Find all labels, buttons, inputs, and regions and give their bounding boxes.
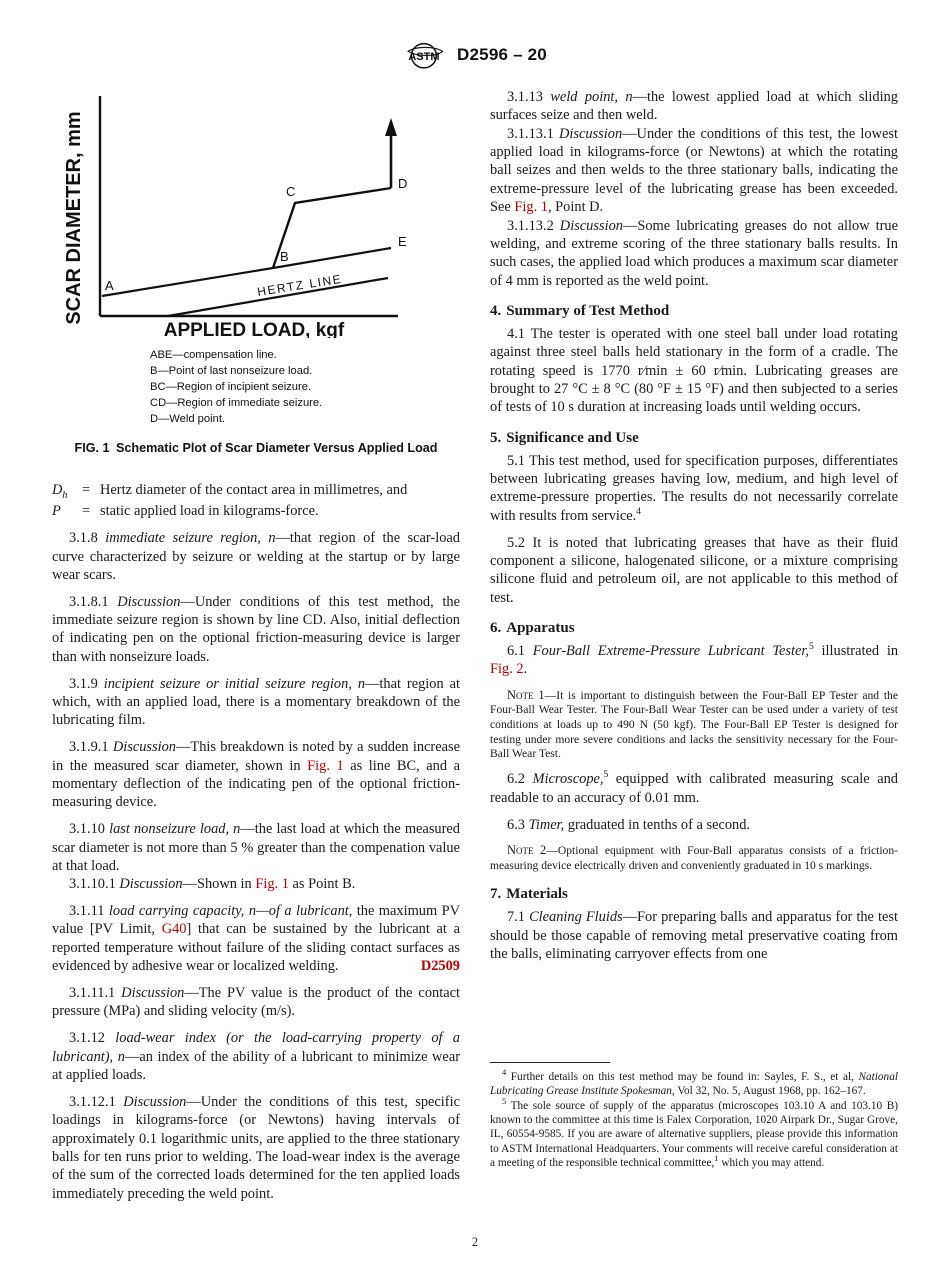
clause-body: —Under conditions of this test method, the immediate seizure region is shown by line CD. Also, initial deflection of indicating pen on the optional friction-measuring device is larger than with nonseizure loads. xyxy=(52,593,460,665)
clause-3-1-9-1 xyxy=(52,738,460,811)
clause-4-1 xyxy=(490,325,898,417)
margin-standard-reference[interactable]: D2509 xyxy=(420,958,460,975)
clause-body-part-a: —This breakdown is noted by a sudden increase in the measured scar diameter, shown in xyxy=(52,739,460,774)
clause-number: 3.1.13 xyxy=(507,89,543,105)
clause-term: Microscope, xyxy=(532,771,604,788)
hertz-line-label: HERTZ LINE xyxy=(256,271,344,299)
clause-number: 4.1 xyxy=(507,325,525,342)
clause-number: 3.1.11 xyxy=(69,903,105,920)
definition-equals: = xyxy=(82,503,91,520)
two-column-layout xyxy=(52,88,898,1203)
clause-term: last nonseizure load, n xyxy=(109,821,241,838)
clause-body: graduated in tenths of a second. xyxy=(564,816,751,833)
point-label-d: D xyxy=(398,176,408,191)
left-column xyxy=(52,88,460,1203)
footnote-marker[interactable]: 5 xyxy=(809,642,814,653)
clause-3-1-11-1 xyxy=(52,984,460,1021)
footnote-5 xyxy=(490,1095,898,1171)
point-label-b: B xyxy=(280,249,289,264)
clause-body: —The PV value is the product of the contact pressure (MPa) and sliding velocity (m/s). xyxy=(52,985,460,1020)
clause-number: 6.3 xyxy=(507,816,525,833)
legend-item: BC—Region of incipient seizure. xyxy=(150,380,312,393)
seizure-curve-bcd xyxy=(273,188,391,268)
clause-body: This test method, used for specification purposes, differentiates between lubricating greases having low, medium, and high level of extreme-pressure properties. The results do not necessarily correlate with results from service. xyxy=(490,452,898,524)
clause-6-2 xyxy=(490,770,898,807)
legend-item: CD—Region of immediate seizure. xyxy=(150,396,323,409)
weld-arrow-head xyxy=(385,118,397,136)
footnote-text-b: , Vol 32, No. 5, August 1968, pp. 162–167. xyxy=(671,1085,866,1098)
section-heading-6 xyxy=(490,620,898,637)
clause-body-part-a: —Shown in xyxy=(182,876,256,893)
note-label: Note 1 xyxy=(507,687,545,702)
clause-5-2 xyxy=(490,534,898,607)
clause-body-part-b: as Point B. xyxy=(288,876,356,893)
note-body: —It is important to distinguish between the Four-Ball EP Tester and the Four-Ball Wear Tester. The Four-Ball Wear Tester can be used under a variety of test conditions at loads up to 490 N (50 kgf). The Four-Ball EP Tester is designed for testing under more severe conditions and lacks the sensitivity necessary for the Four-Ball Wear Test. xyxy=(490,688,898,761)
definition-text: static applied load in kilograms-force. xyxy=(100,503,319,520)
clause-number: 6.2 xyxy=(507,771,525,788)
section-title: Apparatus xyxy=(506,620,575,637)
figure-1-caption xyxy=(52,441,460,455)
clause-term: Cleaning Fluids xyxy=(529,909,623,926)
figure-caption-text: Schematic Plot of Scar Diameter Versus Applied Load xyxy=(116,440,438,455)
document-designation: D2596 – 20 xyxy=(457,45,547,64)
clause-term: load-wear index (or the load-carrying property of a lubricant), n xyxy=(52,1030,460,1065)
section-title: Materials xyxy=(506,886,568,903)
legend-item: B—Point of last nonseizure load. xyxy=(150,364,313,377)
cross-reference-link[interactable]: Fig. 1 xyxy=(255,876,289,893)
clause-term: load carrying capacity, n—of a lubricant xyxy=(108,903,349,920)
compensation-line-abe xyxy=(102,248,391,296)
page-number: 2 xyxy=(471,1235,479,1249)
clause-body-part-b: . xyxy=(523,661,528,678)
x-axis-label: APPLIED LOAD, kgf xyxy=(163,320,345,338)
clause-number: 3.1.11.1 xyxy=(69,985,116,1002)
footnote-number: 5 xyxy=(502,1095,507,1106)
clause-body: It is noted that lubricating greases that have as their fluid component a silicone, halogenated silicone, or a mixture comprising silicone fluid and petroleum oil, are not applicable to this method of test. xyxy=(490,534,898,606)
clause-3-1-9 xyxy=(52,675,460,730)
point-label-e: E xyxy=(398,234,407,249)
note-body: —Optional equipment with Four-Ball apparatus consists of a friction-measuring device electrically driven and conveniently graduated in 10 s markings. xyxy=(490,843,898,872)
cross-reference-link[interactable]: Fig. 2 xyxy=(490,661,524,678)
section-number: 6. xyxy=(490,620,502,637)
section-title: Significance and Use xyxy=(506,429,639,446)
standard-reference-link[interactable]: G40 xyxy=(161,921,187,938)
clause-3-1-8-1 xyxy=(52,593,460,666)
clause-number: 3.1.8.1 xyxy=(69,593,109,610)
clause-number: 3.1.10 xyxy=(69,821,105,838)
section-title: Summary of Test Method xyxy=(506,302,670,319)
clause-term: Discussion xyxy=(119,876,183,893)
footnote-separator-rule xyxy=(490,1062,610,1063)
y-axis-label: SCAR DIAMETER, mm xyxy=(63,111,85,325)
clause-term: incipient seizure or initial seizure region, n xyxy=(103,675,366,692)
figure-1 xyxy=(52,88,460,455)
clause-term: Four-Ball Extreme-Pressure Lubricant Tester, xyxy=(532,643,810,660)
clause-number: 3.1.9.1 xyxy=(69,739,109,756)
clause-3-1-8 xyxy=(52,529,460,584)
point-label-a: A xyxy=(105,278,114,293)
clause-number: 6.1 xyxy=(507,643,525,660)
cross-reference-link[interactable]: Fig. 1 xyxy=(514,199,548,216)
scar-diameter-chart xyxy=(58,88,448,338)
footnote-text-b: which you may attend. xyxy=(718,1157,825,1170)
definition-text: Hertz diameter of the contact area in millimetres, and xyxy=(100,481,408,498)
figure-1-legend xyxy=(150,348,460,428)
legend-item: D—Weld point. xyxy=(150,412,226,425)
clause-body: The tester is operated with one steel ball under load rotating against three steel balls held stationary in the form of a cradle. The rotating speed is 1770 r∕min ± 60 r∕min. Lubricating greases are brought to 27 °C ± 8 °C (80 °F ± 15 °F) and then subjected to a series of tests of 10 s duration at increasing loads until welding occurs. xyxy=(490,325,898,416)
clause-body: —the last load at which the measured scar diameter is not more than 5 % greater than the compenation value at that load. xyxy=(52,821,460,874)
clause-number: 3.1.13.2 xyxy=(507,217,554,234)
clause-3-1-13-2 xyxy=(490,217,898,290)
svg-text:ASTM: ASTM xyxy=(408,51,440,64)
clause-body: —Some lubricating greases do not allow true welding, and extreme scoring of the three stationary balls results. In such cases, the applied load which produces a maximum scar diameter of 4 mm is reported as the weld point. xyxy=(490,217,898,289)
definition-symbol: $D_h$ xyxy=(52,481,68,501)
clause-body: —an index of the ability of a lubricant to minimize wear at applied loads. xyxy=(52,1048,460,1083)
section-number: 5. xyxy=(490,429,502,446)
clause-number: 7.1 xyxy=(507,909,525,926)
clause-body: —Under the conditions of this test, specific loadings in kilograms-force (or Newtons) having intervals of approximately 0.1 logarithmic units, are applied to the three stationary balls for ten runs prior to welding. The load-wear index is the average of the sum of the corrected loads determined for the ten applied loads immediately preceding the weld point. xyxy=(52,1093,460,1202)
clause-3-1-12 xyxy=(52,1029,460,1084)
footnote-text-a: Further details on this test method may be found in: Sayles, F. S., et al, xyxy=(506,1071,859,1083)
clause-term: Discussion xyxy=(559,217,623,234)
section-heading-7 xyxy=(490,886,898,903)
clause-7-1 xyxy=(490,908,898,963)
clause-3-1-12-1 xyxy=(52,1093,460,1203)
definition-row xyxy=(52,481,460,503)
clause-body-part-a: , the maximum PV value [PV Limit, xyxy=(52,903,460,938)
clause-term: Discussion xyxy=(117,593,181,610)
clause-body: —For preparing balls and apparatus for the test should be those capable of removing metal preservative coating from the balls, eliminating carryover effects from one xyxy=(490,909,898,962)
clause-term: Discussion xyxy=(123,1093,187,1110)
note-1 xyxy=(490,688,898,762)
clause-3-1-10 xyxy=(52,820,460,875)
clause-body: equipped with calibrated measuring scale and readable to an accuracy of 0.01 mm. xyxy=(490,771,898,806)
clause-number: 3.1.8 xyxy=(69,530,98,547)
clause-number: 3.1.10.1 xyxy=(69,876,116,893)
note-label: Note 2 xyxy=(507,842,547,857)
figure-1-plot xyxy=(58,88,448,343)
page-header xyxy=(0,0,950,70)
footnote-text-a: The sole source of supply of the apparatus (microscopes 103.10 A and 103.10 B) known to the committee at this time is Falex Corporation, 1020 Airpark Dr., Sugar Grove, IL, 60554-9585. If you are aware of alternative suppliers, please provide this information to ASTM International Headquarters. Your comments will receive careful consideration at a meeting of the responsible technical committee, xyxy=(490,1099,898,1170)
clause-body: —the lowest applied load at which sliding surfaces seize and then weld. xyxy=(490,89,898,124)
footnote-inline-marker[interactable]: 1 xyxy=(714,1153,719,1164)
point-label-c: C xyxy=(286,184,296,199)
definition-symbol: P xyxy=(52,503,61,520)
clause-number: 3.1.13.1 xyxy=(507,125,554,142)
note-2 xyxy=(490,843,898,873)
clause-body: —that region of the scar-load curve characterized by seizure or welding at the startup or by large wear scars. xyxy=(52,530,460,583)
clause-term: immediate seizure region, n xyxy=(105,530,276,547)
cross-reference-link[interactable]: Fig. 1 xyxy=(307,757,344,774)
section-number: 7. xyxy=(490,886,502,903)
clause-body-part-a: —Under the conditions of this test, the lowest applied load in kilograms-force (or Newtons) at which the rotating ball seizes and then welds to the three stationary balls, indicating the extreme-pressure level of the lubricating grease has been exceeded. See xyxy=(490,125,898,216)
definition-equals: = xyxy=(82,481,91,498)
section-heading-5 xyxy=(490,430,898,447)
footnotes-block xyxy=(490,1062,898,1170)
symbol-definitions xyxy=(52,481,460,521)
clause-term: Discussion xyxy=(112,739,177,756)
clause-6-1 xyxy=(490,642,898,679)
clause-term: Timer, xyxy=(528,816,565,833)
footnote-marker[interactable]: 4 xyxy=(636,507,642,518)
clause-body-part-b: , Point D. xyxy=(547,199,604,216)
clause-term: Discussion xyxy=(121,985,185,1002)
clause-3-1-10-1 xyxy=(52,875,460,893)
clause-number: 5.1 xyxy=(507,452,525,469)
legend-item: ABE—compensation line. xyxy=(150,349,277,361)
clause-3-1-13-1 xyxy=(490,125,898,217)
clause-number: 5.2 xyxy=(507,534,525,551)
clause-5-1 xyxy=(490,452,898,525)
astm-logo xyxy=(403,40,447,70)
section-number: 4. xyxy=(490,302,502,319)
footnote-4 xyxy=(490,1067,898,1099)
section-heading-4 xyxy=(490,303,898,320)
figure-caption-number: FIG. 1 xyxy=(74,440,110,455)
clause-term: weld point, n xyxy=(550,89,633,105)
clause-number: 3.1.12.1 xyxy=(69,1093,116,1110)
clause-body-part-b: as line BC, and a momentary deflection of the indicating pen of the optional friction-measuring device. xyxy=(52,757,461,811)
clause-number: 3.1.9 xyxy=(69,675,98,692)
clause-3-1-11 xyxy=(52,902,460,975)
clause-body: —that region at which, with an applied load, there is a momentary breakdown of the lubricating film. xyxy=(52,675,460,729)
clause-term: Discussion xyxy=(558,125,623,142)
footnote-italic-title: National Lubricating Grease Institute Spokesman xyxy=(490,1071,898,1098)
clause-number: 3.1.12 xyxy=(69,1030,105,1047)
right-column xyxy=(490,88,898,1203)
clause-3-1-13 xyxy=(490,88,898,125)
definition-row xyxy=(52,502,460,520)
footnote-marker[interactable]: 5 xyxy=(603,770,609,781)
clause-6-3 xyxy=(490,816,898,834)
footnote-number: 4 xyxy=(502,1067,507,1078)
clause-body-part-b: ] that can be sustained by the lubricant at a reported temperature without failure of the sliding contact surfaces as evidenced by adhesive wear or localized welding. xyxy=(52,921,460,975)
clause-body-part-a: illustrated in xyxy=(813,643,899,660)
